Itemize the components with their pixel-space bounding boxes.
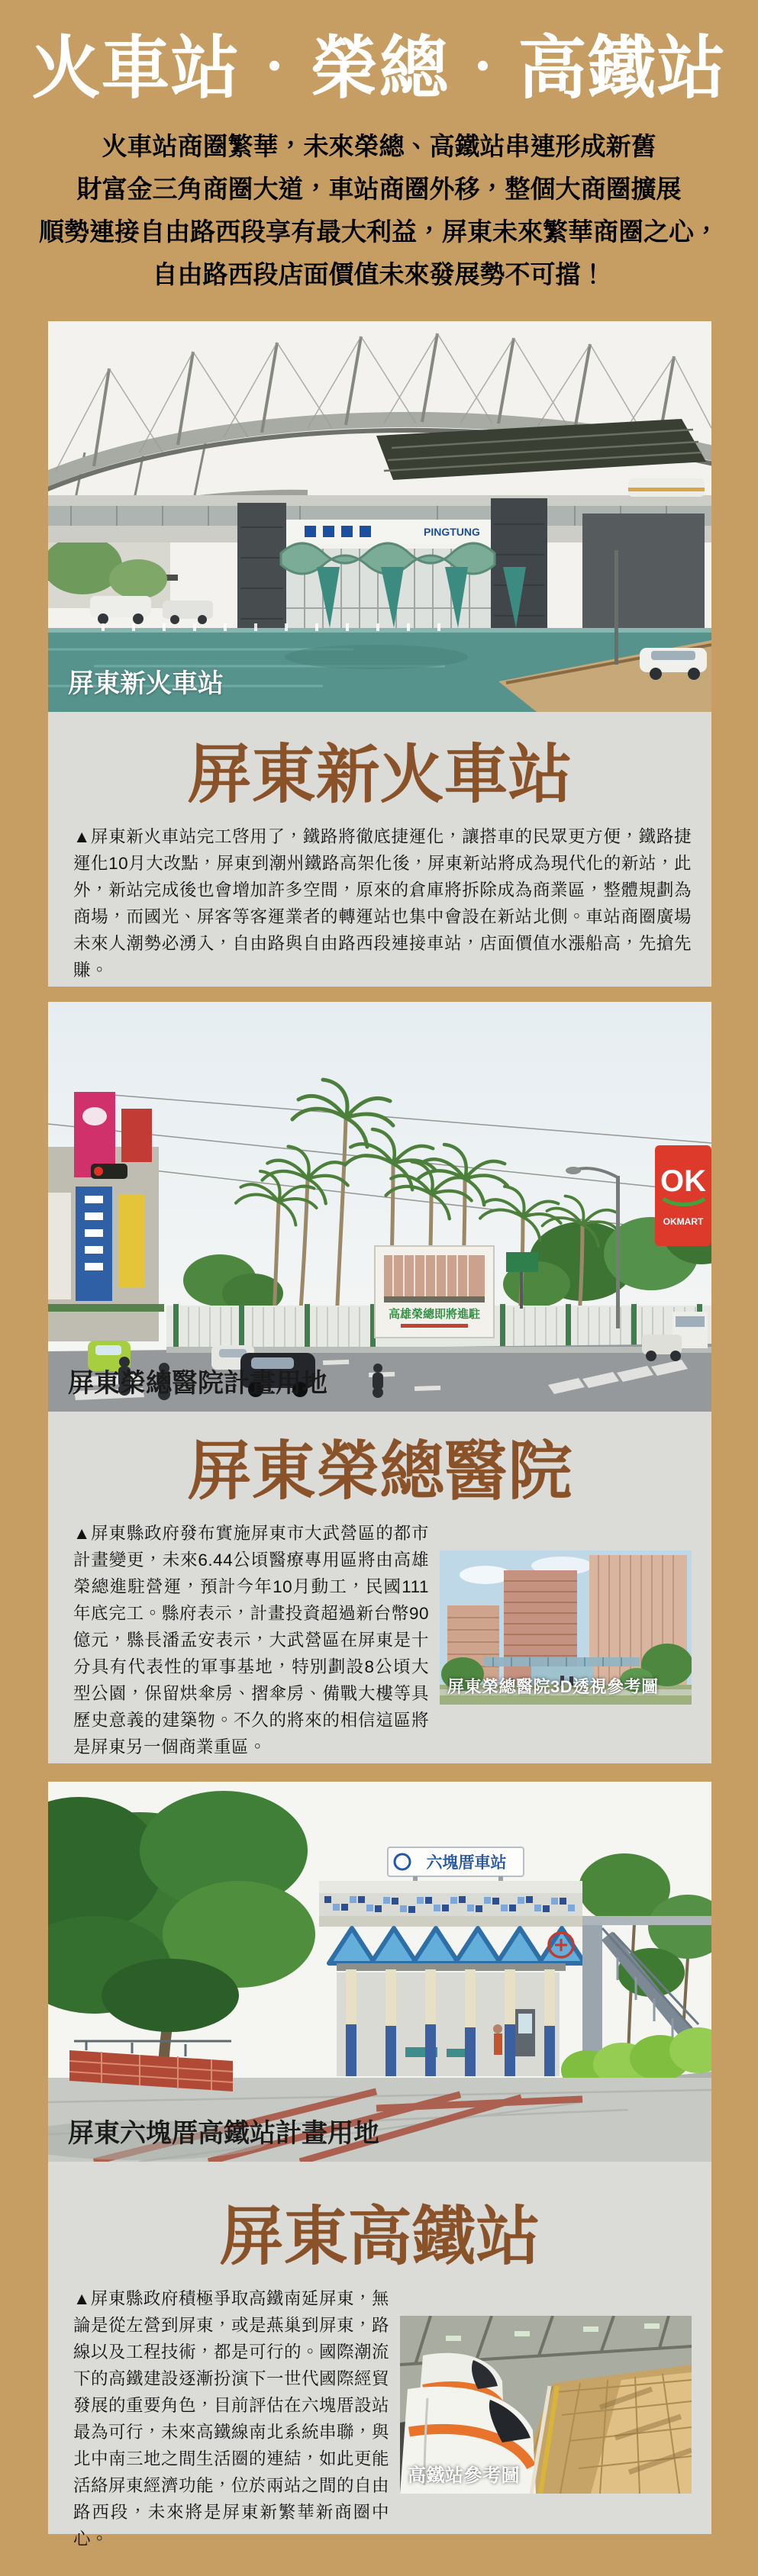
section-new-station <box>48 712 711 987</box>
inset-caption: 屏東榮總醫院3D透視參考圖 <box>447 1677 659 1696</box>
photo-veterans-hospital-site <box>48 1002 711 1412</box>
photo-caption: 屏東榮總醫院計畫用地 <box>68 1369 327 1398</box>
hospital-site-photo-art <box>48 1002 711 1412</box>
intro-line: 自由路西段店面價值未來發展勢不可擋！ <box>152 260 606 288</box>
photo-caption: 屏東新火車站 <box>68 669 224 698</box>
intro-line: 順勢連接自由路西段享有最大利益，屏東未來繁華商圈之心， <box>39 217 719 246</box>
section-body-text: ▲屏東縣政府積極爭取高鐵南延屏東，無論是從左營到屏東，或是燕巢到屏東，路線以及工程技術，都是可行的。國際潮流下的高鐵建設逐漸扮演下一世代國際經貿發展的重要角色，目前評估在六塊厝設站最為可行，未來高鐵線南北系統串聯，與北中南三地之間生活圈的連結，如此更能活絡屏東經濟功能，位於兩站之間的自由路西段，未來將是屏東新繁華新商圈中心。 <box>73 2289 390 2549</box>
section-body: ▲屏東新火車站完工啓用了，鐵路將徹底捷運化，讓搭車的民眾更方便，鐵路捷運化10月大改點，屏東到潮州鐵路高架化後，屏東新站將成為現代化的新站，此外，新站完成後也會增加許多空間，原來的倉庫將拆除成為商業區，整體規劃為商場，而國光、屏客等客運業者的轉運站也集中會設在新站北側。車站商圈廣場未來人潮勢必湧入，自由路與自由路西段連接車站，店面價值水漲船高，先搶先賺。 <box>73 827 692 980</box>
inset-hospital-render <box>440 1550 692 1705</box>
inset-caption: 高鐵站參考圖 <box>408 2465 520 2486</box>
section-body <box>48 2272 711 2552</box>
photo-pingtung-new-station <box>48 321 711 712</box>
photo-hsr-station-site <box>48 1782 711 2162</box>
section-body <box>48 1506 711 1760</box>
photo-caption: 屏東六塊厝高鐵站計畫用地 <box>68 2119 379 2148</box>
section-hsr-station <box>48 2162 711 2549</box>
section-heading: 屏東新火車站 <box>187 739 573 810</box>
liukuaicuo-photo-art <box>48 1782 711 2162</box>
station-sign-text: 六塊厝車站 <box>426 1854 507 1872</box>
section-body-text: ▲屏東縣政府發布實施屏東市大武營區的都市計畫變更，未來6.44公頃醫療專用區將由高雄榮總進駐營運，預計今年10月動工，民國111年底完工。縣府表示，計畫投資超過新台幣90億元，縣長潘孟安表示，大武營區在屏東是十分具有代表性的軍事基地，特別劃設8公頃大型公園，保留烘傘房、摺傘房、備戰大樓等具歷史意義的建築物。不久的將來的相信這區將是屏東另一個商業重區。 <box>73 1524 429 1757</box>
section-heading: 屏東高鐵站 <box>219 2201 540 2272</box>
site-banner-text: 高雄榮總即將進駐 <box>388 1308 481 1321</box>
ok-sign-sub-text: OKMART <box>663 1216 704 1227</box>
intro-paragraph <box>0 125 758 296</box>
inset-hsr-trains <box>400 2316 692 2494</box>
station-sign-text: PINGTUNG <box>424 526 480 538</box>
intro-line: 火車站商圈繁華，未來榮總、高鐵站串連形成新舊 <box>102 132 656 160</box>
section-heading: 屏東榮總醫院 <box>187 1435 573 1507</box>
station-photo-art <box>48 321 711 712</box>
page-title: 火車站．榮總．高鐵站 <box>31 31 727 107</box>
intro-line: 財富金三角商圈大道，車站商圈外移，整個大商圈擴展 <box>76 175 682 203</box>
section-veterans-hospital <box>48 1412 711 1763</box>
ok-sign-text: OK <box>660 1164 706 1198</box>
